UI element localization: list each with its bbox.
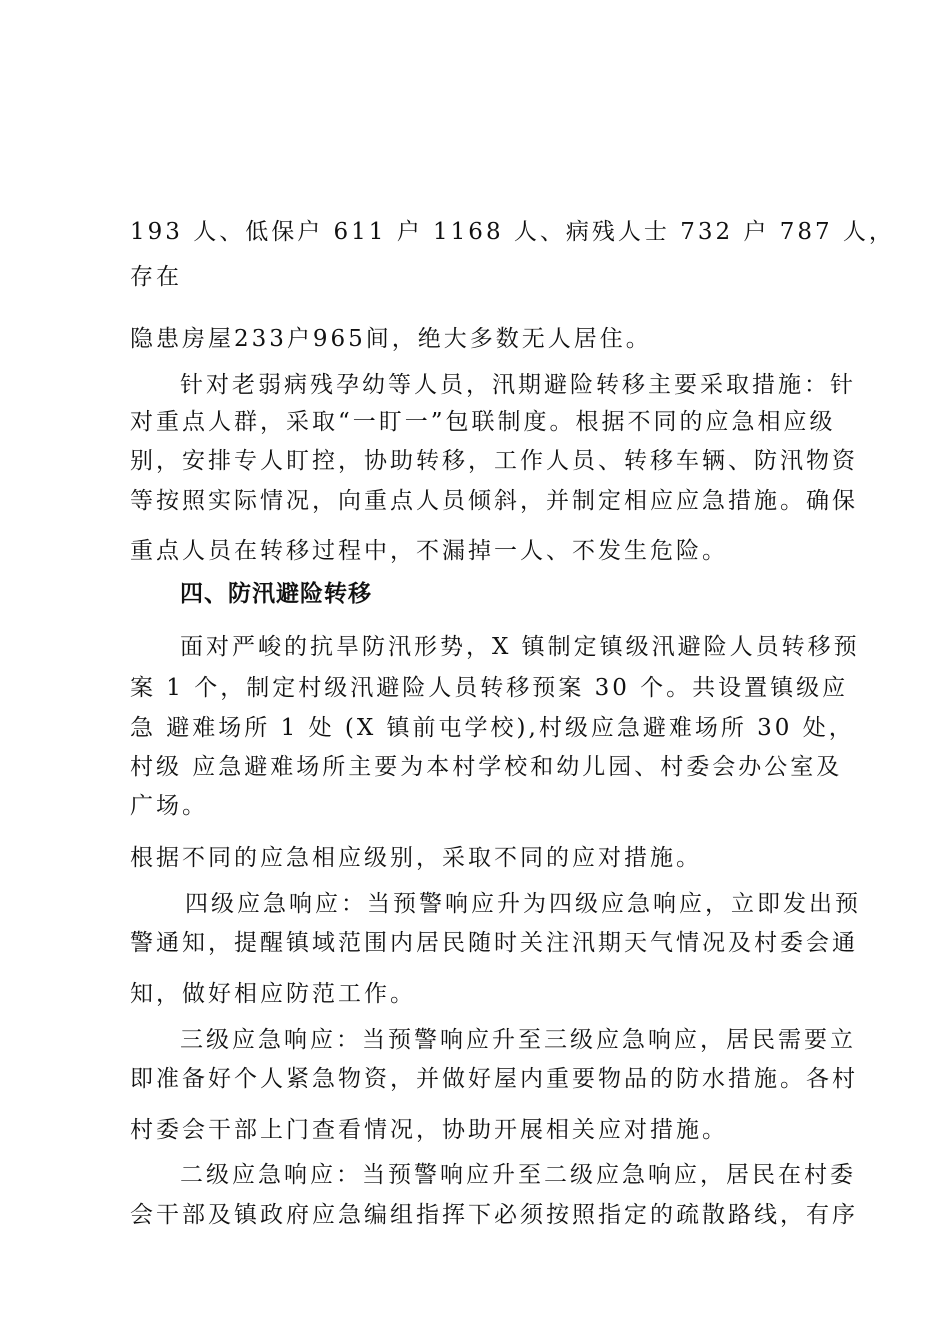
section-heading: 四、防汛避险转移 [180, 581, 372, 607]
paragraph-first-line: 三级应急响应：当预警响应升至三级应急响应，居民需要立 [180, 1027, 856, 1053]
text-line: 别，安排专人盯控，协助转移，工作人员、转移车辆、防汛物资 [130, 448, 858, 474]
text-line: 存在 [130, 264, 182, 290]
text-line: 村委会干部上门查看情况，协助开展相关应对措施。 [130, 1117, 728, 1143]
text-line: 村级 应急避难场所主要为本村学校和幼儿园、村委会办公室及 [130, 754, 843, 780]
text-line: 知，做好相应防范工作。 [130, 981, 416, 1007]
text-line: 隐患房屋233户965间，绝大多数无人居住。 [130, 326, 652, 352]
text-line: 广场。 [130, 793, 208, 819]
text-line: 对重点人群，采取“一盯一”包联制度。根据不同的应急相应级 [130, 409, 836, 435]
text-line: 根据不同的应急相应级别，采取不同的应对措施。 [130, 845, 702, 871]
text-line: 警通知，提醒镇域范围内居民随时关注汛期天气情况及村委会通 [130, 930, 858, 956]
text-line: 等按照实际情况，向重点人员倾斜，并制定相应应急措施。确保 [130, 488, 858, 514]
paragraph-first-line: 针对老弱病残孕幼等人员，汛期避险转移主要采取措施：针 [180, 372, 856, 398]
text-line: 重点人员在转移过程中，不漏掉一人、不发生危险。 [130, 538, 728, 564]
text-line: 会干部及镇政府应急编组指挥下必须按照指定的疏散路线，有序 [130, 1202, 858, 1228]
text-line: 急 避难场所 1 处 (X 镇前屯学校),村级应急避难场所 30 处， [130, 715, 855, 741]
paragraph-first-line: 二级应急响应：当预警响应升至二级应急响应，居民在村委 [180, 1162, 856, 1188]
paragraph-first-line: 面对严峻的抗旱防汛形势，X 镇制定镇级汛避险人员转移预 [180, 634, 860, 660]
text-line: 即准备好个人紧急物资，并做好屋内重要物品的防水措施。各村 [130, 1066, 858, 1092]
text-line: 案 1 个，制定村级汛避险人员转移预案 30 个。共设置镇级应 [130, 675, 849, 701]
text-line: 193 人、低保户 611 户 1168 人、病残人士 732 户 787 人， [130, 219, 895, 245]
paragraph-first-line: 四级应急响应：当预警响应升为四级应急响应，立即发出预 [185, 891, 861, 917]
